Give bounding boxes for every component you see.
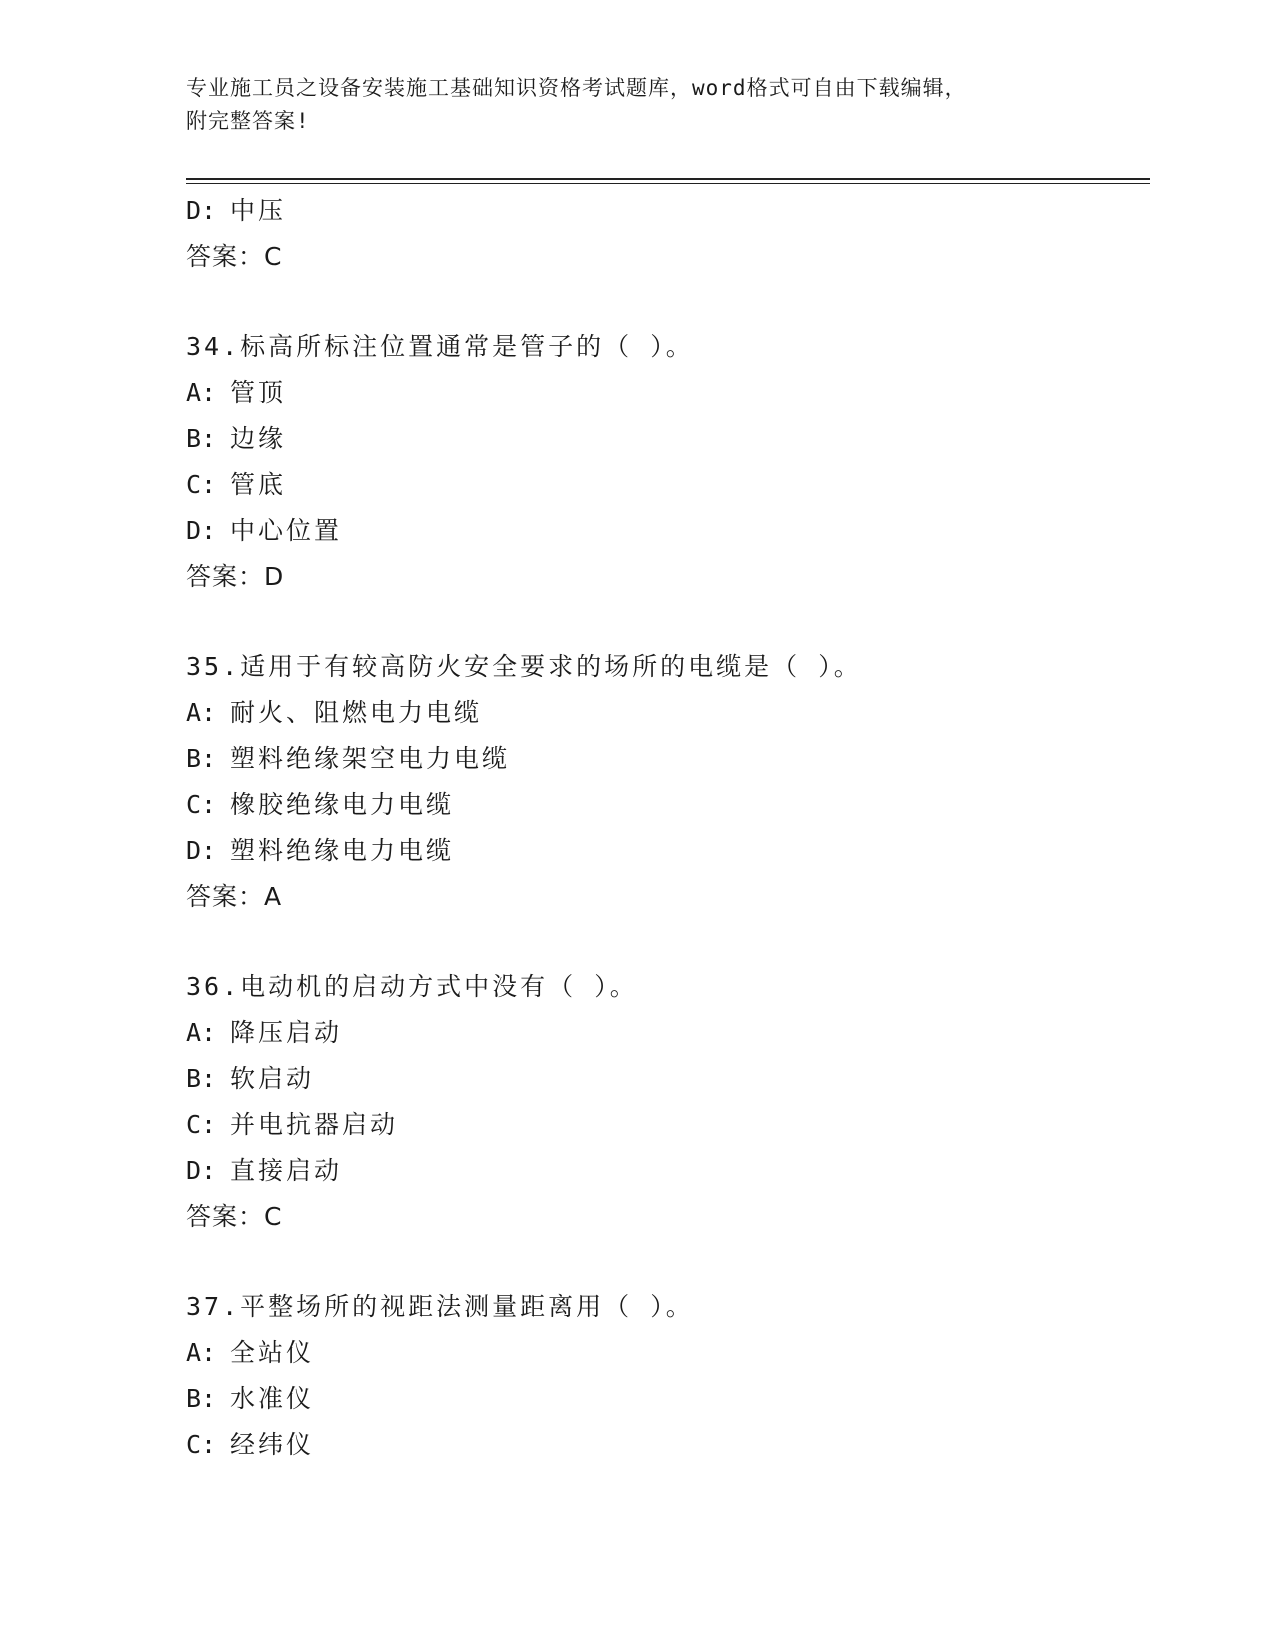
header-rule-thin [186,183,1150,184]
option-key: D: [186,196,217,225]
question-34 [186,324,1146,600]
option-a [186,370,1146,416]
option-c [186,462,1146,508]
option-a [186,1330,1146,1376]
answer-line: 答案：C [186,242,283,271]
option-text: 管顶 [230,378,287,407]
option-c [186,1422,1146,1468]
option-c [186,782,1146,828]
option-key: D: [186,1156,217,1185]
option-text: 耐火、阻燃电力电缆 [230,698,483,727]
option-text: 边缘 [230,424,287,453]
question-stem: 37.平整场所的视距法测量距离用（ ）。 [186,1292,694,1321]
option-b [186,416,1146,462]
option-text: 中压 [230,196,287,225]
answer-line: 答案：A [186,882,283,911]
option-b [186,1056,1146,1102]
header-line-2: 附完整答案! [186,109,310,133]
option-d [186,188,1146,234]
option-text: 降压启动 [230,1018,343,1047]
option-key: C: [186,1110,217,1139]
option-key: B: [186,1384,217,1413]
option-key: A: [186,378,217,407]
question-stem: 34.标高所标注位置通常是管子的（ ）。 [186,332,694,361]
option-key: C: [186,1430,217,1459]
question-list [186,188,1146,1468]
option-b [186,736,1146,782]
option-text: 中心位置 [230,516,343,545]
option-d [186,1148,1146,1194]
option-key: D: [186,516,217,545]
option-a [186,1010,1146,1056]
page-header [186,72,1086,138]
option-key: A: [186,698,217,727]
question-35 [186,644,1146,920]
header-rule-thick [186,178,1150,180]
answer-line: 答案：D [186,562,285,591]
option-key: B: [186,1064,217,1093]
question-stem: 36.电动机的启动方式中没有（ ）。 [186,972,638,1001]
option-text: 管底 [230,470,287,499]
option-text: 直接启动 [230,1156,343,1185]
option-key: A: [186,1018,217,1047]
question-36 [186,964,1146,1240]
option-text: 并电抗器启动 [230,1110,399,1139]
option-key: B: [186,424,217,453]
option-text: 塑料绝缘电力电缆 [230,836,455,865]
option-key: B: [186,744,217,773]
option-key: D: [186,836,217,865]
header-line-1: 专业施工员之设备安装施工基础知识资格考试题库，word格式可自由下载编辑， [186,76,967,100]
option-text: 全站仪 [230,1338,315,1367]
answer-line: 答案：C [186,1202,283,1231]
option-c [186,1102,1146,1148]
option-d [186,508,1146,554]
option-key: C: [186,470,217,499]
option-text: 橡胶绝缘电力电缆 [230,790,455,819]
option-d [186,828,1146,874]
prev-question-tail [186,188,1146,280]
option-text: 经纬仪 [230,1430,315,1459]
option-text: 软启动 [230,1064,315,1093]
option-text: 水准仪 [230,1384,315,1413]
question-stem: 35.适用于有较高防火安全要求的场所的电缆是（ ）。 [186,652,862,681]
option-a [186,690,1146,736]
option-key: A: [186,1338,217,1367]
option-key: C: [186,790,217,819]
option-text: 塑料绝缘架空电力电缆 [230,744,511,773]
option-b [186,1376,1146,1422]
question-37 [186,1284,1146,1468]
